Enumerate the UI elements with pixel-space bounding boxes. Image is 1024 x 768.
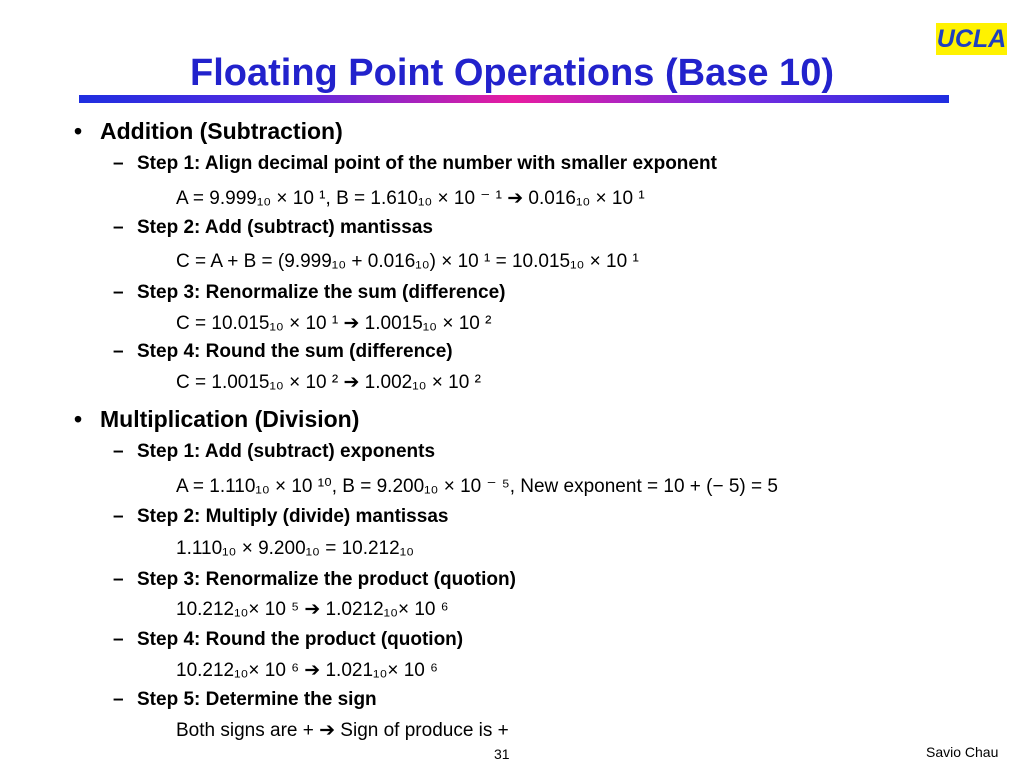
step-detail: Both signs are + ➔ Sign of produce is + xyxy=(176,720,509,741)
slide-title: Floating Point Operations (Base 10) xyxy=(190,52,834,94)
step-detail: 10.212₁₀× 10 ⁶ ➔ 1.021₁₀× 10 ⁶ xyxy=(176,660,438,681)
dash-marker: – xyxy=(113,506,124,527)
step-label: Step 3: Renormalize the sum (difference) xyxy=(137,282,506,303)
dash-marker: – xyxy=(113,282,124,303)
dash-marker: – xyxy=(113,153,124,174)
step-label: Step 4: Round the sum (difference) xyxy=(137,341,453,362)
section-heading: Addition (Subtraction) xyxy=(100,118,343,144)
bullet-marker: • xyxy=(74,118,83,144)
dash-marker: – xyxy=(113,629,124,650)
step-detail: 10.212₁₀× 10 ⁵ ➔ 1.0212₁₀× 10 ⁶ xyxy=(176,599,449,620)
ucla-logo: UCLA xyxy=(936,25,1007,53)
author-name: Savio Chau xyxy=(926,744,999,760)
step-detail: C = 1.0015₁₀ × 10 ² ➔ 1.002₁₀ × 10 ² xyxy=(176,372,481,393)
step-label: Step 4: Round the product (quotion) xyxy=(137,629,464,650)
dash-marker: – xyxy=(113,441,124,462)
step-detail: 1.110₁₀ × 9.200₁₀ = 10.212₁₀ xyxy=(176,538,414,559)
dash-marker: – xyxy=(113,569,124,590)
dash-marker: – xyxy=(113,217,124,238)
step-detail: A = 1.110₁₀ × 10 ¹⁰, B = 9.200₁₀ × 10 ⁻ ⁵, New exponent = 10 + (− 5) = 5 xyxy=(176,476,778,497)
step-detail: C = A + B = (9.999₁₀ + 0.016₁₀) × 10 ¹ = 10.015₁₀ × 10 ¹ xyxy=(176,251,639,272)
step-label: Step 1: Align decimal point of the number with smaller exponent xyxy=(137,153,717,174)
step-detail: C = 10.015₁₀ × 10 ¹ ➔ 1.0015₁₀ × 10 ² xyxy=(176,313,492,334)
title-divider xyxy=(79,95,949,103)
step-label: Step 3: Renormalize the product (quotion) xyxy=(137,569,516,590)
step-detail: A = 9.999₁₀ × 10 ¹, B = 1.610₁₀ × 10 ⁻ ¹ ➔ 0.016₁₀ × 10 ¹ xyxy=(176,188,645,209)
page-number: 31 xyxy=(494,746,510,762)
section-heading: Multiplication (Division) xyxy=(100,406,360,432)
bullet-marker: • xyxy=(74,406,83,432)
step-label: Step 1: Add (subtract) exponents xyxy=(137,441,436,462)
step-label: Step 2: Add (subtract) mantissas xyxy=(137,217,433,238)
dash-marker: – xyxy=(113,341,124,362)
step-label: Step 5: Determine the sign xyxy=(137,689,377,710)
step-label: Step 2: Multiply (divide) mantissas xyxy=(137,506,449,527)
dash-marker: – xyxy=(113,689,124,710)
